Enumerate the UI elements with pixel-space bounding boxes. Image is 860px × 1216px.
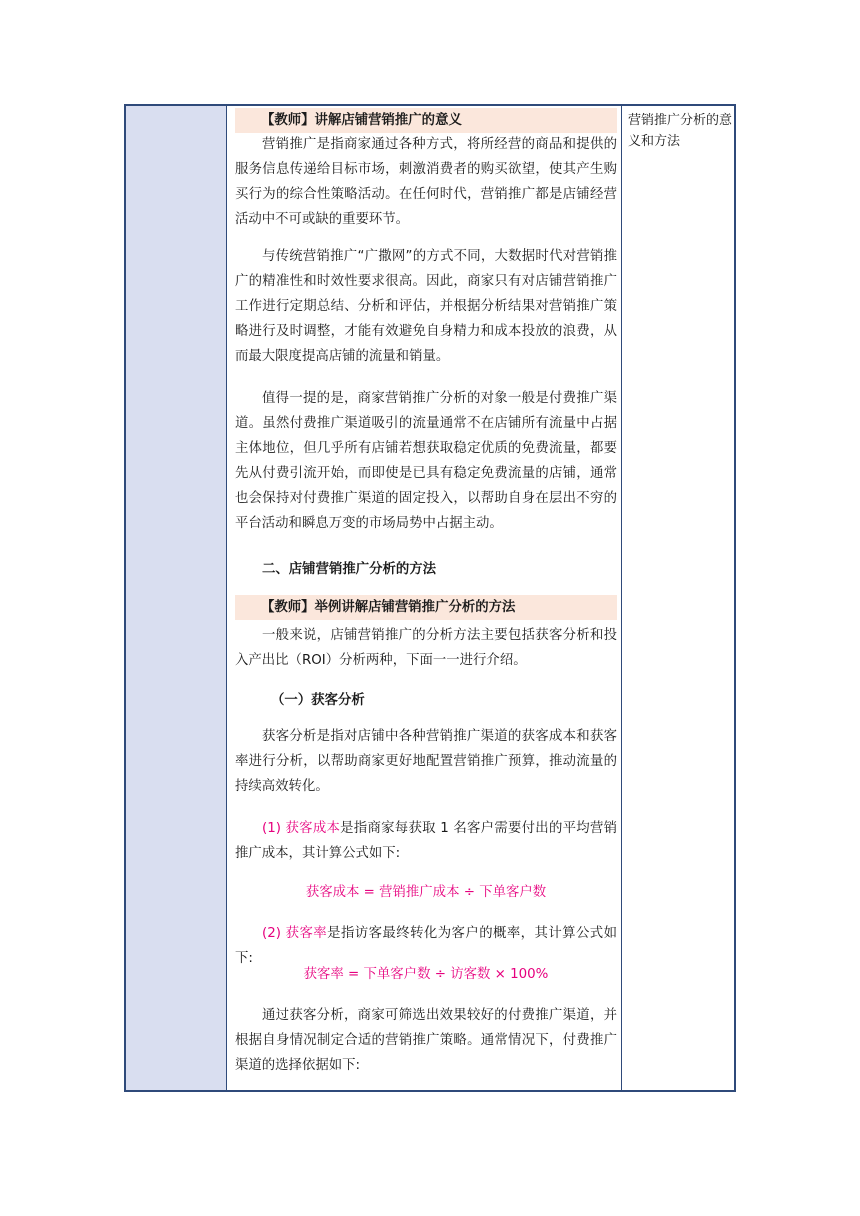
item-1-text: 是指商家每获取 1 名客户需要付出的平均营销推广成本，其计算公式如下: xyxy=(235,821,617,861)
section-heading-2: 二、店铺营销推广分析的方法 xyxy=(262,562,437,577)
left-column xyxy=(126,106,227,1090)
paragraph-6: 通过获客分析，商家可筛选出效果较好的付费推广渠道，并根据自身情况制定合适的营销推广策略。通常情况下，付费推广渠道的选择依据如下: xyxy=(235,1008,617,1073)
teacher-heading-1: 【教师】讲解店铺营销推广的意义 xyxy=(235,108,617,133)
paragraph-2: 与传统营销推广“广撒网”的方式不同，大数据时代对营销推广的精准性和时效性要求很高。因此，商家只有对店铺营销推广工作进行定期总结、分析和评估，并根据分析结果对营销推广策略进行及时调整，才能有效避免自身精力和成本投放的浪费，从而最大限度提高店铺的流量和销量。 xyxy=(235,249,617,364)
formula-acquisition-rate: 获客率 = 下单客户数 ÷ 访客数 × 100% xyxy=(303,967,549,982)
item-acquisition-cost xyxy=(235,816,617,866)
paragraph-5: 获客分析是指对店铺中各种营销推广渠道的获客成本和获客率进行分析，以帮助商家更好地配置营销推广预算，推动流量的持续高效转化。 xyxy=(235,729,617,794)
paragraph-3: 值得一提的是，商家营销推广分析的对象一般是付费推广渠道。虽然付费推广渠道吸引的流量通常不在店铺所有流量中占据主体地位，但几乎所有店铺若想获取稳定优质的免费流量，都要先从付费引流开始，而即使是已具有稳定免费流量的店铺，通常也会保持对付费推广渠道的固定投入，以帮助自身在层出不穷的平台活动和瞬息万变的市场局势中占据主动。 xyxy=(235,391,617,531)
side-note: 营销推广分析的意义和方法 xyxy=(628,113,733,149)
paragraph-1: 营销推广是指商家通过各种方式，将所经营的商品和提供的服务信息传递给目标市场，刺激消费者的购买欲望，使其产生购买行为的综合性策略活动。在任何时代，营销推广都是店铺经营活动中不可或缺的重要环节。 xyxy=(235,137,617,227)
item-2-label: (2) 获客率 xyxy=(262,926,328,941)
teacher-heading-2: 【教师】举例讲解店铺营销推广分析的方法 xyxy=(235,595,617,620)
paragraph-4: 一般来说，店铺营销推广的分析方法主要包括获客分析和投入产出比（ROI）分析两种，下面一一进行介绍。 xyxy=(235,628,617,668)
formula-acquisition-cost: 获客成本 = 营销推广成本 ÷ 下单客户数 xyxy=(305,885,547,900)
lesson-table xyxy=(124,104,736,1092)
subheading-acquisition: （一）获客分析 xyxy=(271,693,365,708)
item-2-text: 是指访客最终转化为客户的概率，其计算公式如下: xyxy=(235,926,618,966)
content-column xyxy=(227,106,622,1090)
notes-column xyxy=(622,106,734,1090)
item-1-label: (1) 获客成本 xyxy=(262,821,341,836)
